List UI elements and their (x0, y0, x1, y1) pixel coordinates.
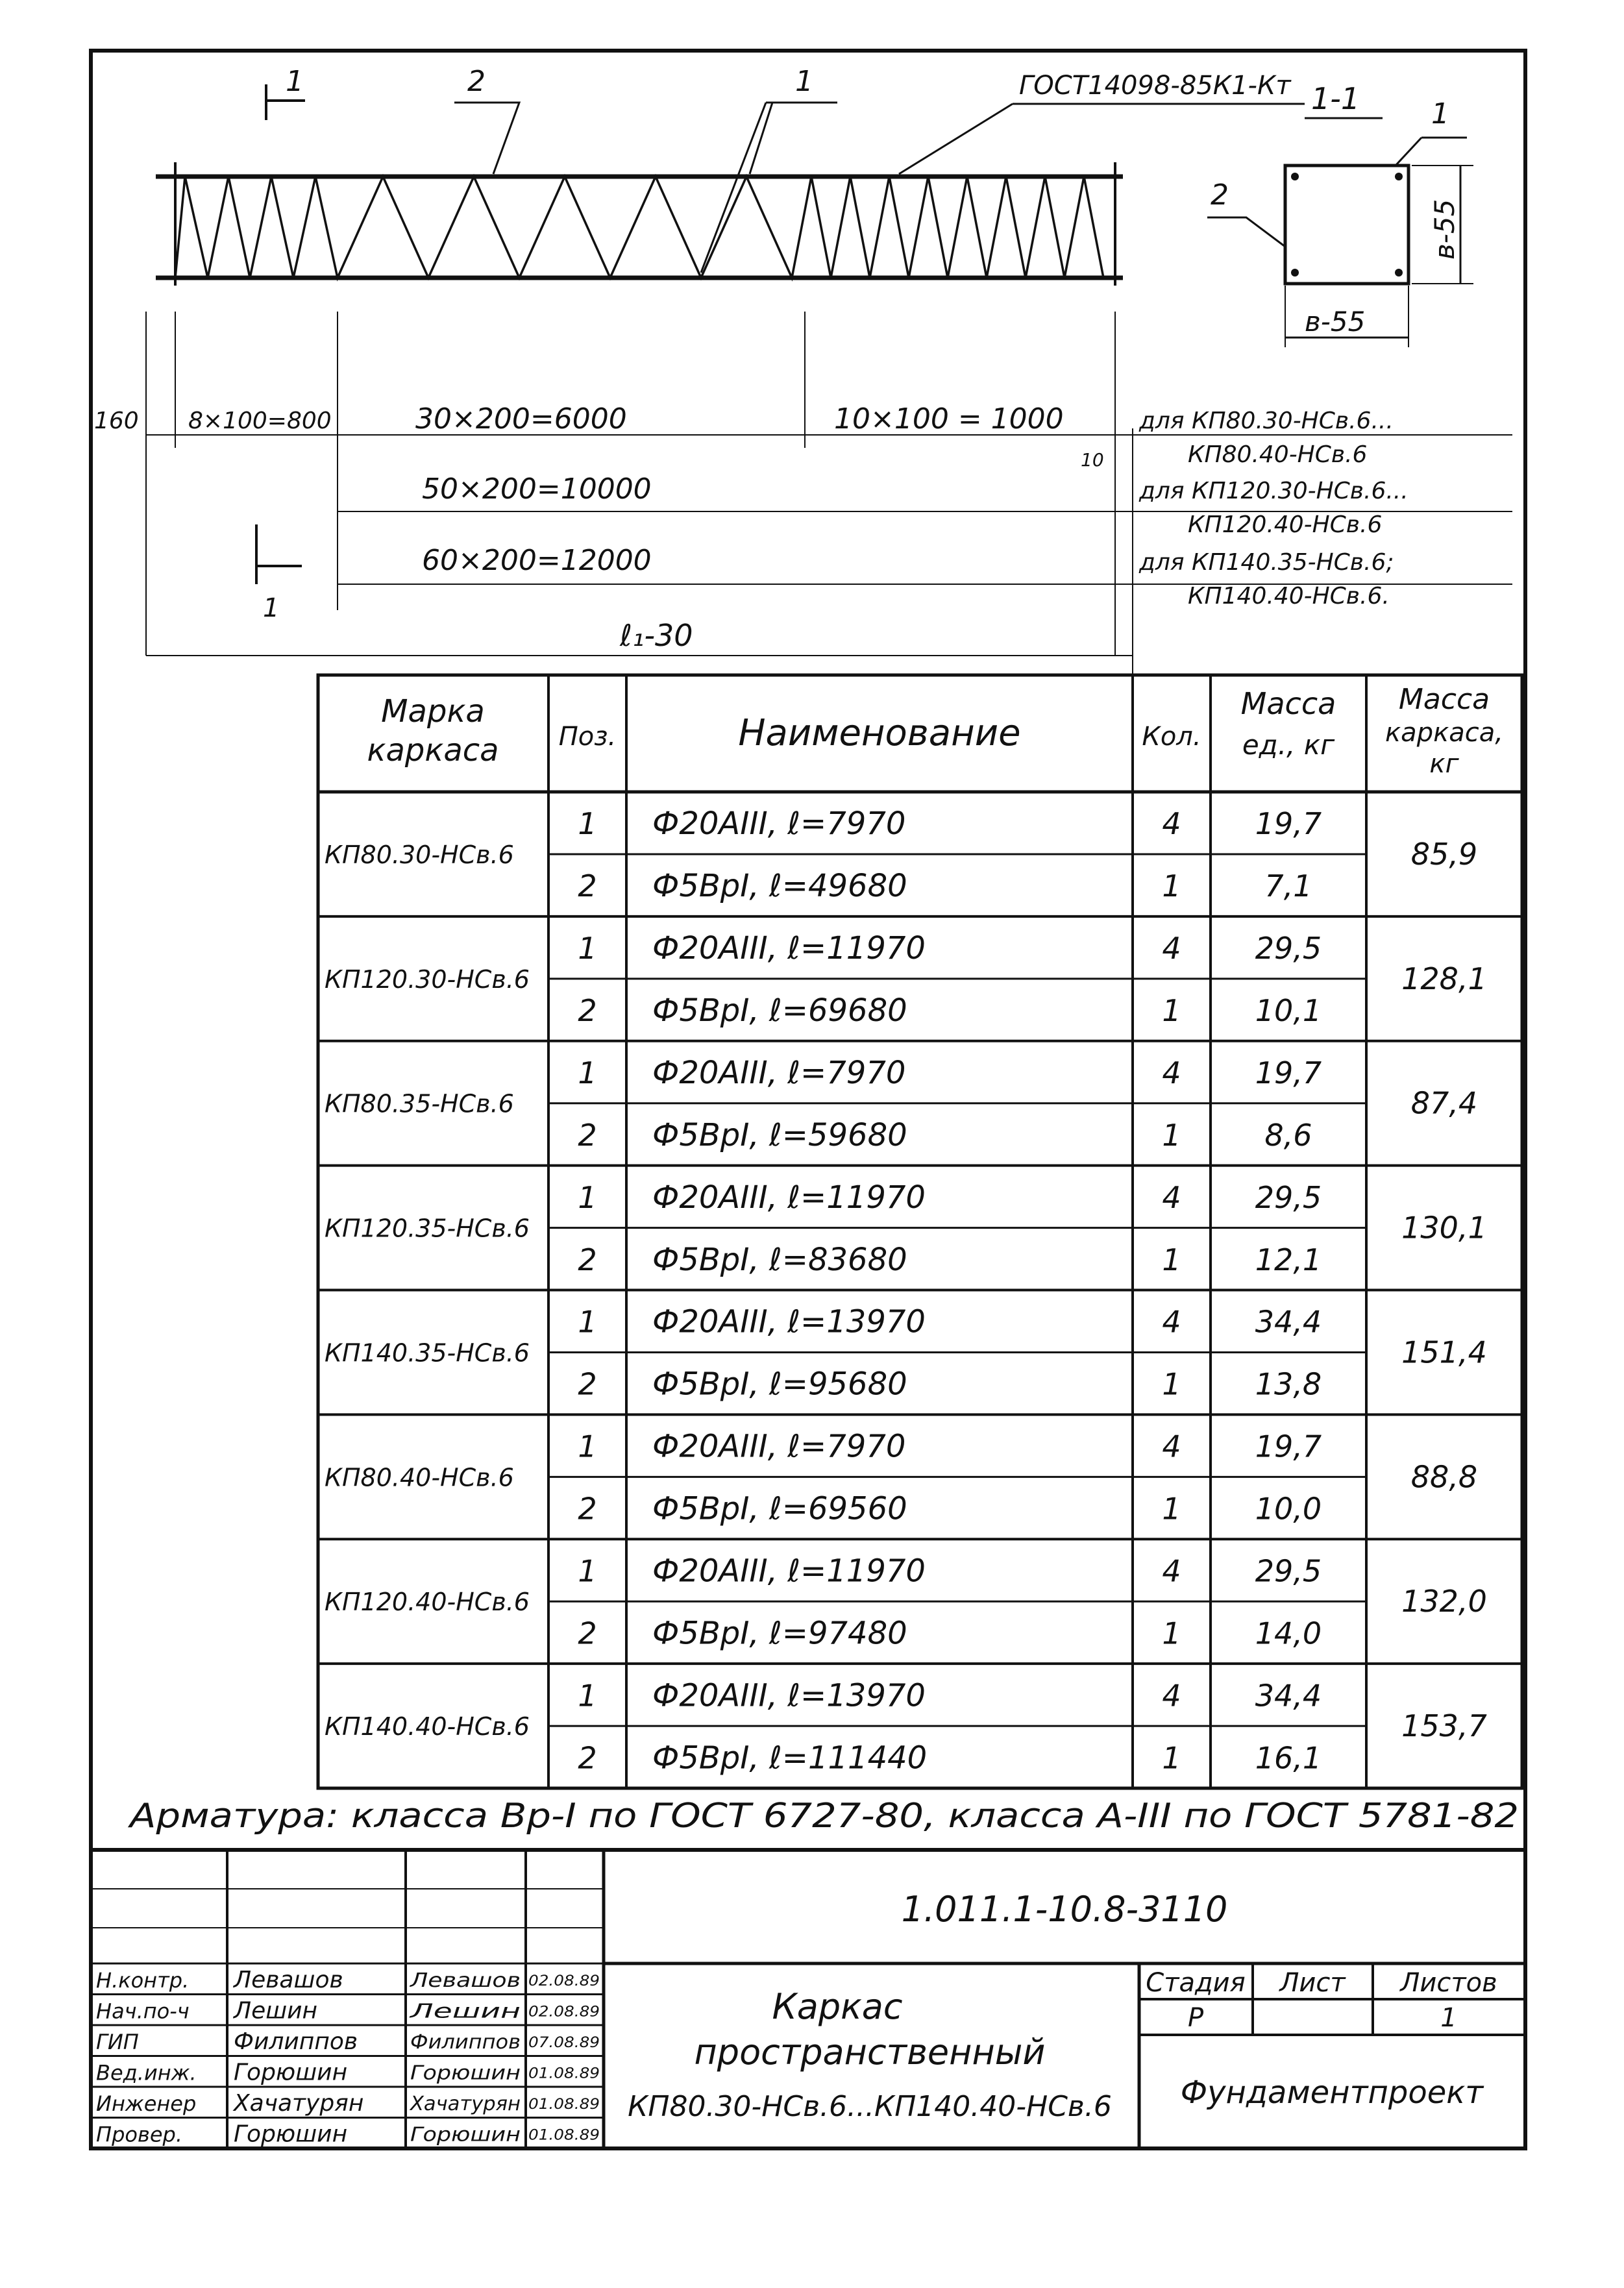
header-unit-mass-2: ед., кг (1242, 729, 1335, 761)
dim-pitch-right: 10×100 = 1000 (834, 402, 1064, 436)
stage-label: Стадия (1146, 1968, 1246, 1998)
item-pos: 1 (578, 1055, 597, 1090)
section-dim-horizontal-label: в-55 (1305, 306, 1366, 338)
signer-role: Нач.по-ч (96, 1999, 190, 2024)
item-unit-mass: 19,7 (1255, 1055, 1322, 1090)
dimension-chains (94, 312, 1512, 675)
item-unit-mass: 13,8 (1255, 1366, 1322, 1402)
elevation-callouts (266, 65, 1305, 273)
frame-total-mass: 128,1 (1401, 961, 1487, 996)
section-bar-tr (1395, 173, 1403, 180)
callout-1-leader (701, 103, 837, 273)
section-cut-label-top: 1 (286, 65, 304, 98)
gost-leader (899, 104, 1305, 174)
frame-total-mass: 85,9 (1410, 836, 1478, 872)
item-pos: 2 (578, 1117, 597, 1153)
frame-mark: КП80.35-НСв.6 (325, 1089, 514, 1118)
signer-name: Хачатурян (234, 2090, 364, 2117)
item-pos: 1 (578, 1553, 597, 1589)
frame-total-mass: 130,1 (1401, 1210, 1487, 1246)
gost-mesh-note: ГОСТ14098-85К1-Кт (1019, 71, 1291, 101)
item-name: Ф5ВрI, ℓ=49680 (652, 868, 907, 905)
signer-date: 02.08.89 (528, 1973, 600, 1989)
item-name: Ф20АIII, ℓ=7970 (652, 1428, 906, 1465)
item-pos: 2 (578, 868, 597, 904)
signer-name: Горюшин (234, 2059, 348, 2086)
frame-mark: КП140.40-НСв.6 (325, 1712, 530, 1741)
section-callout-2: 2 (1211, 178, 1229, 212)
item-unit-mass: 29,5 (1255, 1179, 1322, 1215)
item-name: Ф5ВрI, ℓ=83680 (652, 1241, 907, 1278)
header-mark-2: каркаса (367, 732, 499, 769)
signer-date: 02.08.89 (528, 2004, 600, 2021)
item-name: Ф20АIII, ℓ=13970 (652, 1303, 926, 1340)
signer-date: 01.08.89 (528, 2097, 600, 2113)
signer-signature: Филиппов (410, 2031, 521, 2054)
note-line-2: КП80.40-НСв.6 (1188, 441, 1368, 468)
item-pos: 1 (578, 806, 597, 842)
header-pos: Поз. (558, 722, 617, 752)
dim-mid-2: 50×200=10000 (422, 473, 652, 506)
signer-role: Инженер (96, 2091, 197, 2116)
section-title: 1-1 (1311, 81, 1360, 116)
sheet-label: Лист (1279, 1968, 1346, 1998)
header-total-mass-3: кг (1429, 749, 1459, 779)
title-block (91, 1850, 1525, 2148)
item-unit-mass: 19,7 (1255, 1429, 1322, 1464)
signer-role: ГИП (96, 2030, 139, 2054)
stage-value: Р (1187, 2003, 1204, 2033)
dim-end: 160 (94, 408, 139, 434)
signer-name: Филиппов (234, 2028, 358, 2055)
sheets-label: Листов (1400, 1968, 1497, 1998)
frame-mark: КП140.35-НСв.6 (325, 1338, 530, 1368)
item-name: Ф5ВрI, ℓ=95680 (652, 1366, 907, 1403)
signer-date: 01.08.89 (528, 2127, 600, 2144)
note-line-3: для КП120.30-НСв.6... (1139, 478, 1409, 504)
signer-signature: Горюшин (410, 2061, 521, 2085)
item-qty: 1 (1162, 1117, 1181, 1153)
dim-mid-1: 30×200=6000 (415, 402, 627, 436)
dim-small: 10 (1081, 449, 1104, 471)
doc-number: 1.011.1-10.8-3110 (901, 1889, 1228, 1930)
header-unit-mass-1: Масса (1240, 686, 1336, 721)
item-pos: 2 (578, 1491, 597, 1527)
item-qty: 1 (1162, 1740, 1181, 1776)
item-qty: 1 (1162, 1366, 1181, 1402)
item-pos: 2 (578, 1366, 597, 1402)
item-pos: 1 (578, 1304, 597, 1340)
title-line-1: Каркас (772, 1986, 903, 2027)
item-pos: 2 (578, 1740, 597, 1776)
signer-date: 07.08.89 (528, 2035, 600, 2051)
section-callout-1: 1 (1431, 97, 1449, 130)
signer-signature: Горюшин (410, 2123, 521, 2147)
item-unit-mass: 7,1 (1264, 868, 1312, 904)
reinforcement-note: Арматура: класса Вр-I по ГОСТ 6727-80, класса А-III по ГОСТ 5781-82 (127, 1797, 1519, 1836)
item-unit-mass: 12,1 (1255, 1242, 1322, 1277)
signer-name: Лешин (234, 1997, 318, 2024)
header-qty: Кол. (1142, 722, 1201, 752)
item-qty: 1 (1162, 868, 1181, 904)
frame-total-mass: 151,4 (1401, 1335, 1487, 1370)
item-pos: 1 (578, 1678, 597, 1714)
item-qty: 1 (1162, 1491, 1181, 1527)
spec-table (318, 675, 1522, 1788)
dim-pitch-left: 8×100=800 (188, 408, 332, 434)
note-line-6: КП140.40-НСв.6. (1188, 583, 1390, 609)
cage-elevation (156, 162, 1123, 286)
section-dim-vertical-label: в-55 (1429, 199, 1460, 260)
signer-name: Горюшин (234, 2121, 348, 2148)
frame-mark: КП120.30-НСв.6 (325, 965, 530, 994)
header-total-mass-1: Масса (1398, 683, 1490, 716)
section-cut-mark-bottom (256, 524, 302, 584)
callout-2-leader (454, 103, 519, 174)
item-pos: 1 (578, 1179, 597, 1215)
item-qty: 4 (1162, 1429, 1181, 1464)
item-pos: 1 (578, 1429, 597, 1464)
item-unit-mass: 14,0 (1255, 1616, 1322, 1651)
header-mark-1: Марка (381, 693, 485, 730)
note-line-5: для КП140.35-НСв.6; (1139, 549, 1394, 576)
frame-mark: КП120.35-НСв.6 (325, 1214, 530, 1243)
item-unit-mass: 19,7 (1255, 806, 1322, 842)
section-outline (1285, 166, 1409, 284)
callout-2-label: 2 (467, 65, 486, 98)
frame-total-mass: 153,7 (1401, 1708, 1487, 1744)
item-name: Ф20АIII, ℓ=7970 (652, 806, 906, 843)
item-name: Ф5ВрI, ℓ=97480 (652, 1615, 907, 1652)
item-unit-mass: 10,0 (1255, 1491, 1322, 1527)
dim-mid-3: 60×200=12000 (422, 544, 652, 577)
section-cut-label-bottom: 1 (263, 593, 280, 623)
item-name: Ф5ВрI, ℓ=111440 (652, 1740, 928, 1777)
item-qty: 4 (1162, 1304, 1181, 1340)
item-qty: 1 (1162, 993, 1181, 1029)
organization: Фундаментпроект (1180, 2074, 1484, 2111)
spiral-bar (175, 177, 1103, 278)
header-name: Наименование (738, 712, 1021, 754)
section-bar-tl (1291, 173, 1299, 180)
header-total-mass-2: каркаса, (1385, 718, 1503, 748)
item-pos: 2 (578, 1242, 597, 1277)
item-qty: 4 (1162, 931, 1181, 966)
item-name: Ф20АIII, ℓ=11970 (652, 1179, 926, 1216)
item-unit-mass: 29,5 (1255, 931, 1322, 966)
note-line-4: КП120.40-НСв.6 (1188, 511, 1383, 538)
dim-total: ℓ₁-30 (620, 618, 693, 653)
frame-total-mass: 88,8 (1410, 1459, 1478, 1495)
section-bar-bl (1291, 269, 1299, 277)
note-line-1: для КП80.30-НСв.6... (1139, 408, 1394, 434)
signer-role: Провер. (96, 2122, 182, 2147)
signer-role: Вед.инж. (96, 2060, 197, 2085)
item-name: Ф5ВрI, ℓ=69680 (652, 992, 907, 1029)
item-unit-mass: 29,5 (1255, 1553, 1322, 1589)
sheets-value: 1 (1440, 2003, 1457, 2033)
title-line-2: пространственный (694, 2032, 1046, 2073)
item-unit-mass: 8,6 (1264, 1117, 1312, 1153)
item-pos: 2 (578, 993, 597, 1029)
item-qty: 4 (1162, 1678, 1181, 1714)
signer-signature: Лешин (409, 2000, 521, 2023)
signer-date: 01.08.89 (528, 2065, 600, 2082)
frame-total-mass: 87,4 (1410, 1085, 1478, 1121)
signer-signature: Хачатурян (408, 2093, 521, 2115)
item-unit-mass: 16,1 (1255, 1740, 1322, 1776)
item-name: Ф20АIII, ℓ=7970 (652, 1054, 906, 1091)
item-qty: 4 (1162, 1179, 1181, 1215)
frame-mark: КП80.40-НСв.6 (325, 1463, 514, 1492)
frame-mark: КП120.40-НСв.6 (325, 1588, 530, 1617)
callout-1-label: 1 (795, 65, 813, 98)
item-name: Ф20АIII, ℓ=13970 (652, 1677, 926, 1714)
title-line-3: КП80.30-НСв.6...КП140.40-НСв.6 (628, 2090, 1112, 2123)
section-leader-1 (1396, 138, 1467, 166)
item-qty: 4 (1162, 1055, 1181, 1090)
item-qty: 4 (1162, 806, 1181, 842)
item-qty: 1 (1162, 1616, 1181, 1651)
item-unit-mass: 34,4 (1255, 1678, 1322, 1714)
section-1-1 (1207, 81, 1473, 347)
signer-role: Н.контр. (96, 1968, 190, 1993)
item-pos: 1 (578, 931, 597, 966)
item-unit-mass: 10,1 (1255, 993, 1322, 1029)
signer-signature: Левашов (409, 1969, 521, 1992)
frame-total-mass: 132,0 (1401, 1584, 1487, 1619)
section-bar-br (1395, 269, 1403, 277)
item-name: Ф20АIII, ℓ=11970 (652, 1553, 926, 1590)
item-qty: 4 (1162, 1553, 1181, 1589)
item-unit-mass: 34,4 (1255, 1304, 1322, 1340)
item-name: Ф5ВрI, ℓ=59680 (652, 1116, 907, 1153)
item-name: Ф5ВрI, ℓ=69560 (652, 1490, 907, 1527)
section-leader-2 (1207, 217, 1285, 247)
item-pos: 2 (578, 1616, 597, 1651)
item-name: Ф20АIII, ℓ=11970 (652, 930, 926, 967)
frame-mark: КП80.30-НСв.6 (325, 840, 514, 869)
item-qty: 1 (1162, 1242, 1181, 1277)
signer-name: Левашов (234, 1967, 343, 1993)
